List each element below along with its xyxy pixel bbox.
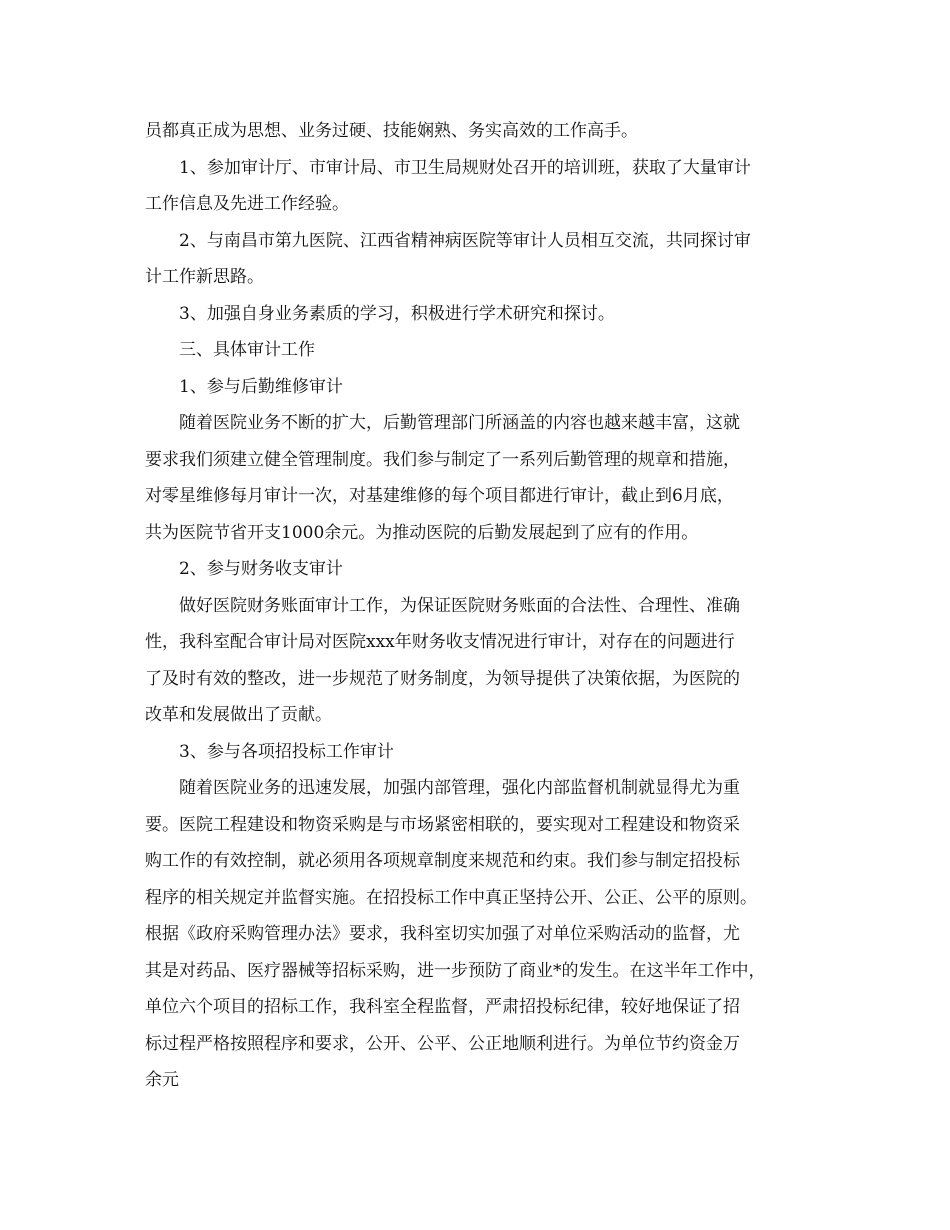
text-line: 三、具体审计工作 — [179, 340, 315, 360]
paragraph — [145, 734, 805, 771]
paragraph — [145, 551, 805, 588]
paragraph — [145, 113, 805, 150]
paragraph — [145, 332, 805, 369]
text-line: 单位六个项目的招标工作，我科室全程监督，严肃招投标纪律，较好地保证了招 — [145, 997, 740, 1017]
paragraph — [145, 369, 805, 406]
text-line: 其是对药品、医疗器械等招标采购，进一步预防了商业*的发生。在这半年工作中， — [145, 960, 766, 981]
text-line: 3、参与各项招投标工作审计 — [179, 741, 394, 762]
document-body — [145, 113, 805, 1099]
text-line: 2、参与财务收支审计 — [179, 559, 343, 579]
paragraph — [145, 150, 805, 223]
text-line: 随着医院业务的迅速发展，加强内部管理，强化内部监督机制就显得尤为重 — [179, 778, 740, 798]
text-line: 1、参加审计厅、市审计局、市卫生局规财处召开的培训班，获取了大量审计 — [179, 157, 751, 178]
text-line: 要。医院工程建设和物资采购是与市场紧密相联的，要实现对工程建设和物资采 — [145, 814, 740, 835]
text-line: 根据《政府采购管理办法》要求，我科室切实加强了对单位采购活动的监督，尤 — [145, 924, 740, 944]
paragraph — [145, 296, 805, 333]
text-line: 计工作新思路。 — [145, 267, 264, 287]
text-line: 程序的相关规定并监督实施。在招投标工作中真正坚持公开、公正、公平的原则。 — [145, 887, 757, 908]
text-line: 了及时有效的整改，进一步规范了财务制度，为领导提供了决策依据，为医院的 — [145, 668, 740, 689]
text-line: 购工作的有效控制，就必须用各项规章制度来规范和约束。我们参与制定招投标 — [145, 851, 740, 871]
text-line: 共为医院节省开支1000余元。为推动医院的后勤发展起到了应有的作用。 — [145, 522, 699, 543]
paragraph — [145, 588, 805, 734]
text-line: 1、参与后勤维修审计 — [179, 376, 343, 397]
text-line: 对零星维修每月审计一次，对基建维修的每个项目都进行审计，截止到6月底， — [145, 486, 734, 506]
text-line: 改革和发展做出了贡献。 — [145, 705, 332, 725]
text-line: 随着医院业务不断的扩大，后勤管理部门所涵盖的内容也越来越丰富，这就 — [179, 413, 740, 433]
text-line: 标过程严格按照程序和要求，公开、公平、公正地顺利进行。为单位节约资金万 — [145, 1033, 740, 1054]
text-line: 要求我们须建立健全管理制度。我们参与制定了一系列后勤管理的规章和措施， — [145, 449, 740, 470]
text-line: 工作信息及先进工作经验。 — [145, 194, 349, 214]
paragraph — [145, 223, 805, 296]
text-line: 3、加强自身业务素质的学习，积极进行学术研究和探讨。 — [179, 303, 615, 324]
paragraph — [145, 405, 805, 551]
text-line: 做好医院财务账面审计工作，为保证医院财务账面的合法性、合理性、准确 — [179, 595, 740, 616]
paragraph — [145, 770, 805, 1099]
text-line: 员都真正成为思想、业务过硬、技能娴熟、务实高效的工作高手。 — [145, 121, 638, 141]
text-line: 性，我科室配合审计局对医院xxx年财务收支情况进行审计，对存在的问题进行 — [145, 632, 735, 652]
text-line: 2、与南昌市第九医院、江西省精神病医院等审计人员相互交流，共同探讨审 — [179, 230, 751, 251]
text-line: 余元 — [145, 1070, 179, 1090]
